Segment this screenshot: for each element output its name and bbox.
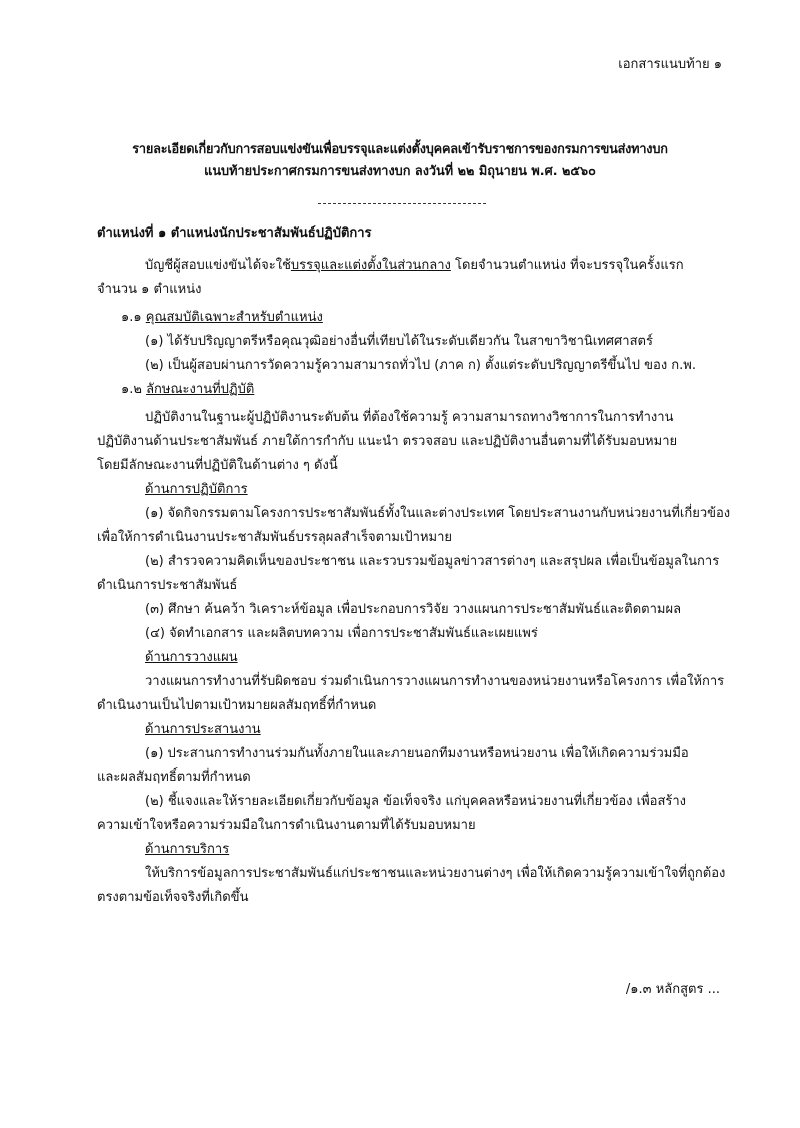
qual-heading xyxy=(121,309,323,327)
intro-line-1 xyxy=(145,257,684,275)
coord-item-1-line-1: (๑) ประสานการทำงานร่วมกันทั้งภายในและภายนอกทีมงานหรือหน่วยงาน เพื่อให้เกิดความร่วมมือ xyxy=(145,746,689,761)
plan-line-2: ดำเนินงานเป็นไปตามเป้าหมายผลสัมฤทธิ์ที่กำหนด xyxy=(97,698,377,713)
ops-item-4: (๔) จัดทำเอกสาร และผลิตบทความ เพื่อการประชาสัมพันธ์และเผยแพร่ xyxy=(145,626,538,641)
intro-line-2: จำนวน ๑ ตำแหน่ง xyxy=(97,282,202,297)
coord-item-2-line-1: (๒) ชี้แจงและให้รายละเอียดเกี่ยวกับข้อมูล ข้อเท็จจริง แก่บุคคลหรือหน่วยงานที่เกี่ยวข้อง เพื่อสร้าง xyxy=(145,794,687,809)
work-para-line-1: ปฏิบัติงานในฐานะผู้ปฏิบัติงานระดับต้น ที่ต้องใช้ความรู้ ความสามารถทางวิชาการในการทำงาน xyxy=(145,410,674,425)
plan-heading: ด้านการวางแผน xyxy=(145,650,238,665)
service-heading: ด้านการบริการ xyxy=(145,842,230,857)
ops-item-1-line-2: เพื่อให้การดำเนินงานประชาสัมพันธ์บรรลุผลสำเร็จตามเป้าหมาย xyxy=(97,530,453,545)
ops-item-2-line-2: ดำเนินการประชาสัมพันธ์ xyxy=(97,578,238,593)
intro-pre: บัญชีผู้สอบแข่งขันได้จะใช้ xyxy=(145,258,291,273)
ops-item-1-line-1: (๑) จัดกิจกรรมตามโครงการประชาสัมพันธ์ทั้งในและต่างประเทศ โดยประสานงานกับหน่วยงานที่เกี่ยวข้อง xyxy=(145,506,731,521)
ops-item-2-line-1: (๒) สำรวจความคิดเห็นของประชาชน และรวบรวมข้อมูลข่าวสารต่างๆ และสรุปผล เพื่อเป็นข้อมูลในการ xyxy=(145,554,720,569)
work-number: ๑.๒ xyxy=(121,382,147,397)
continuation-note: /๑.๓ หลักสูตร ... xyxy=(625,982,720,997)
title-divider xyxy=(318,203,486,204)
qual-item-2: (๒) เป็นผู้สอบผ่านการวัดความรู้ความสามารถทั่วไป (ภาค ก) ตั้งแต่ระดับปริญญาตรีขึ้นไป ของ ก.พ. xyxy=(145,358,697,373)
coord-item-1-line-2: และผลสัมฤทธิ์ตามที่กำหนด xyxy=(97,770,251,785)
intro-post: โดยจำนวนตำแหน่ง ที่จะบรรจุในครั้งแรก xyxy=(450,258,684,273)
coord-item-2-line-2: ความเข้าใจหรือความร่วมมือในการดำเนินงานตามที่ได้รับมอบหมาย xyxy=(97,818,476,833)
position-heading: ตำแหน่งที่ ๑ ตำแหน่งนักประชาสัมพันธ์ปฏิบัติการ xyxy=(97,226,372,241)
qual-number: ๑.๑ xyxy=(121,310,146,325)
work-para-line-3: โดยมีลักษณะงานที่ปฏิบัติในด้านต่าง ๆ ดังนี้ xyxy=(97,458,338,473)
intro-underlined: บรรจุและแต่งตั้งในส่วนกลาง xyxy=(290,258,451,273)
qual-item-1: (๑) ได้รับปริญญาตรีหรือคุณวุฒิอย่างอื่นที่เทียบได้ในระดับเดียวกัน ในสาขาวิชานิเทศศาสตร์ xyxy=(145,334,653,349)
title-line-1: รายละเอียดเกี่ยวกับการสอบแข่งขันเพื่อบรรจุและแต่งตั้งบุคคลเข้ารับราชการของกรมการขนส่งทางบก xyxy=(132,142,668,157)
service-line-2: ตรงตามข้อเท็จจริงที่เกิดขึ้น xyxy=(97,890,249,905)
ops-heading: ด้านการปฏิบัติการ xyxy=(145,482,248,497)
attachment-label: เอกสารแนบท้าย ๑ xyxy=(618,57,722,72)
work-heading xyxy=(121,381,254,399)
title-line-2: แนบท้ายประกาศกรมการขนส่งทางบก ลงวันที่ ๒๒ มิถุนายน พ.ศ. ๒๕๖๐ xyxy=(204,164,596,179)
work-para-line-2: ปฏิบัติงานด้านประชาสัมพันธ์ ภายใต้การกำกับ แนะนำ ตรวจสอบ และปฏิบัติงานอื่นตามที่ได้รับมอบหมาย xyxy=(97,434,678,449)
coord-heading: ด้านการประสานงาน xyxy=(145,722,261,737)
ops-item-3: (๓) ศึกษา ค้นคว้า วิเคราะห์ข้อมูล เพื่อประกอบการวิจัย วางแผนการประชาสัมพันธ์และติดตามผล xyxy=(145,602,682,617)
work-heading-text: ลักษณะงานที่ปฏิบัติ xyxy=(146,382,255,397)
plan-line-1: วางแผนการทำงานที่รับผิดชอบ ร่วมดำเนินการวางแผนการทำงานของหน่วยงานหรือโครงการ เพื่อให้การ xyxy=(145,674,725,689)
service-line-1: ให้บริการข้อมูลการประชาสัมพันธ์แก่ประชาชนและหน่วยงานต่างๆ เพื่อให้เกิดความรู้ความเข้าใจที่ถูกต้อง xyxy=(145,866,726,881)
qual-heading-text: คุณสมบัติเฉพาะสำหรับตำแหน่ง xyxy=(145,310,323,325)
